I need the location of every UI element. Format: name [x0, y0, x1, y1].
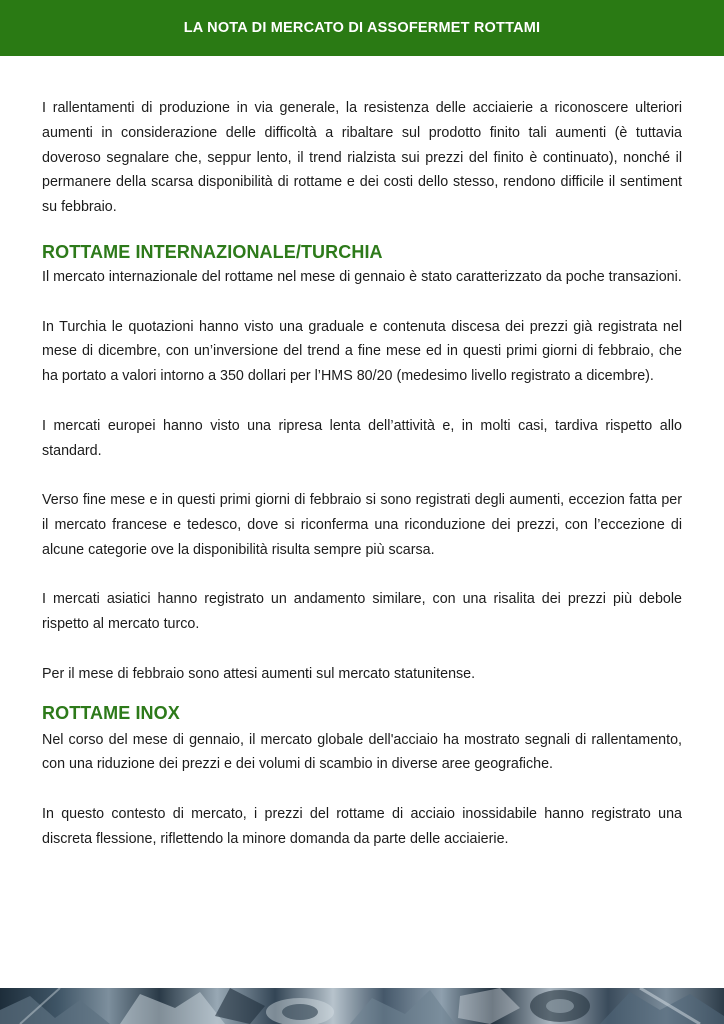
- inox-paragraph: In questo contesto di mercato, i prezzi del rottame di acciaio inossidabile hanno registrato una discreta flessione, riflettendo la minore domanda da parte delle acciaierie.: [42, 805, 682, 847]
- turchia-paragraph: Verso fine mese e in questi primi giorni di febbraio si sono registrati degli aumenti, eccezion fatta per il mercato francese e tedesco, dove si riconferma una riconduzione dei prezzi, con l’eccezione di alcune categorie ove la disponibilità risulta sempre più scarsa.: [42, 492, 682, 558]
- header-title: LA NOTA DI MERCATO DI ASSOFERMET ROTTAMI: [183, 20, 541, 36]
- section-heading-turchia: ROTTAME INTERNAZIONALE/TURCHIA: [42, 241, 383, 262]
- section-heading-inox: ROTTAME INOX: [42, 702, 180, 723]
- scrap-metal-decoration: [0, 988, 724, 1024]
- page-header: [0, 0, 724, 56]
- turchia-paragraph: I mercati europei hanno visto una ripresa lenta dell’attività e, in molti casi, tardiva rispetto allo standard.: [42, 417, 682, 459]
- intro-paragraph: I rallentamenti di produzione in via generale, la resistenza delle acciaierie a riconoscere ulteriori aumenti in considerazione delle difficoltà a ribaltare sul prodotto finito tali aumenti (è tuttavia doveroso segnalare che, seppur lento, il trend rialzista sui prezzi del finito è continuato), nonché il permanere della scarsa disponibilità di rottame e dei costi dello stesso, rendono difficile il sentiment su febbraio.: [42, 100, 682, 216]
- footer-scrap-metal-photo: [0, 988, 724, 1024]
- turchia-paragraph: In Turchia le quotazioni hanno visto una graduale e contenuta discesa dei prezzi già registrata nel mese di dicembre, con un’inversione del trend a fine mese ed in questi primi giorni di febbraio, che ha portato a valori intorno a 350 dollari per l’HMS 80/20 (medesimo livello registrato a dicembre).: [42, 318, 682, 385]
- turchia-paragraph: Il mercato internazionale del rottame nel mese di gennaio è stato caratterizzato da poche transazioni.: [42, 268, 682, 285]
- inox-paragraph: Nel corso del mese di gennaio, il mercato globale dell'acciaio ha mostrato segnali di rallentamento, con una riduzione dei prezzi e dei volumi di scambio in diverse aree geografiche.: [42, 731, 682, 773]
- article-body: [42, 96, 682, 852]
- turchia-paragraph: I mercati asiatici hanno registrato un andamento similare, con una risalita dei prezzi più debole rispetto al mercato turco.: [42, 591, 682, 633]
- turchia-paragraph: Per il mese di febbraio sono attesi aumenti sul mercato statunitense.: [42, 665, 476, 682]
